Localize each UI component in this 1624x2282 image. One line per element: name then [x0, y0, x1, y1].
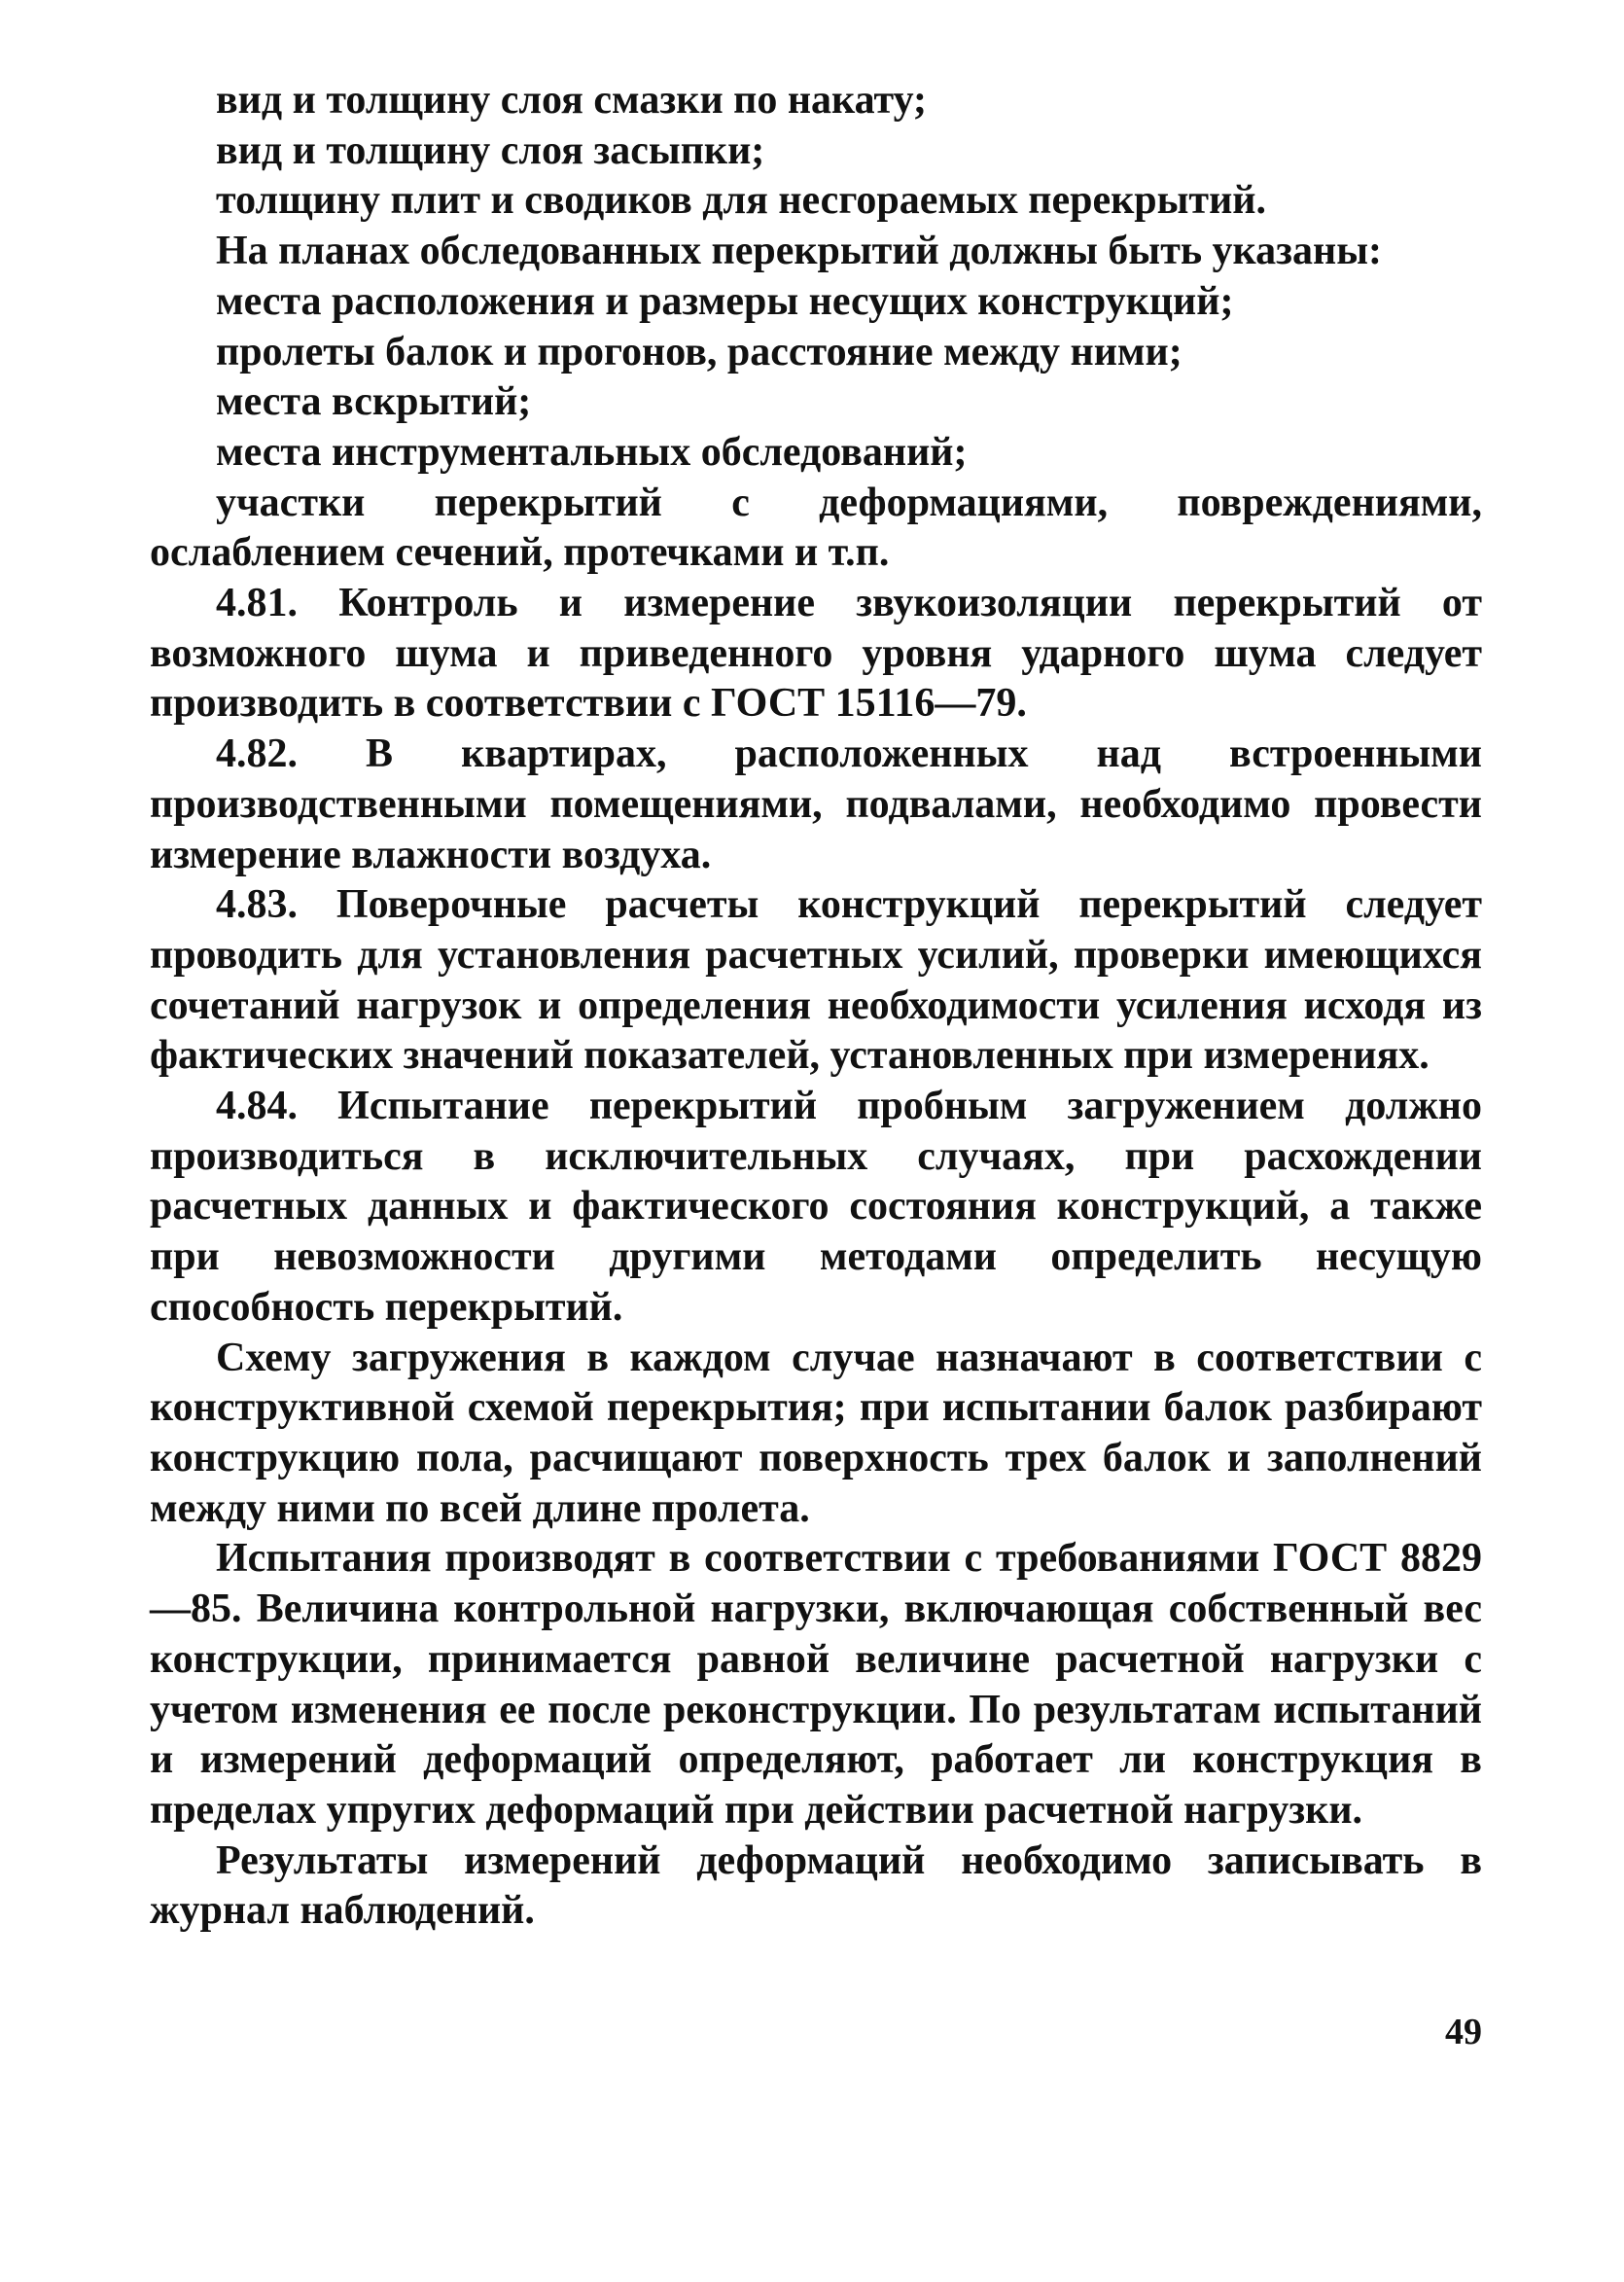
paragraph-4-81 [150, 579, 1482, 730]
paragraph-4-84 [150, 1082, 1482, 1334]
paragraph-4-83 [150, 880, 1482, 1082]
list-item: места вскрытий; [216, 379, 532, 425]
paragraph-number: 4.83. [216, 882, 298, 928]
list-item-last: участки перекрытий с деформациями, повреждениями, ослаблением сечений, протечками и т.п. [150, 480, 1482, 576]
list-item: пролеты балок и прогонов, расстояние между ними; [216, 329, 1183, 374]
paragraph-text: В квартирах, расположенных над встроенными производственными помещениями, подвалами, необходимо провести измерение влажности воздуха. [150, 731, 1482, 877]
list-item: места расположения и размеры несущих конструкций; [216, 278, 1234, 324]
paragraph-number: 4.81. [216, 581, 298, 626]
paragraph-text: Испытание перекрытий пробным загружением должно производиться в исключительных случаях, при расхождении расчетных данных и фактического состояния конструкций, а также при невозможности другими методами определить несущую способность перекрытий. [150, 1084, 1482, 1330]
page-number: 49 [1445, 2012, 1482, 2052]
list-item: вид и толщину слоя засыпки; [216, 127, 765, 173]
paragraph-results: Результаты измерений деформаций необходимо записывать в журнал наблюдений. [150, 1837, 1482, 1934]
paragraph-loading-scheme: Схему загружения в каждом случае назначают в соответствии с конструктивной схемой перекрытия; при испытании балок разбирают конструкцию пола, расчищают поверхность трех балок и заполнений между ними по всей длине пролета. [150, 1335, 1482, 1531]
paragraph-text: Контроль и измерение звукоизоляции перекрытий от возможного шума и приведенного уровня ударного шума следует производить в соответствии с ГОСТ 15116—79. [150, 581, 1482, 727]
paragraph-number: 4.82. [216, 731, 298, 777]
paragraph-4-82 [150, 730, 1482, 880]
paragraph-text: Поверочные расчеты конструкций перекрытий следует проводить для установления расчетных усилий, проверки имеющихся сочетаний нагрузок и определения необходимости усиления исходя из фактических значений показателей, установленных при измерениях. [150, 882, 1482, 1079]
plans-intro: На планах обследованных перекрытий должны быть указаны: [216, 229, 1382, 274]
body-text [150, 76, 1482, 1937]
list-item: толщину плит и сводиков для несгораемых перекрытий. [216, 178, 1266, 224]
paragraph-number: 4.84. [216, 1084, 298, 1129]
list-item: вид и толщину слоя смазки по накату; [216, 78, 928, 123]
list-item: места инструментальных обследований; [216, 429, 968, 475]
paragraph-tests: Испытания производят в соответствии с требованиями ГОСТ 8829—85. Величина контрольной нагрузки, включающая собственный вес конструкции, принимается равной величине расчетной нагрузки с учетом изменения ее после реконструкции. По результатам испытаний и измерений деформаций определяют, работает ли конструкция в пределах упругих деформаций при действии расчетной нагрузки. [150, 1536, 1482, 1833]
